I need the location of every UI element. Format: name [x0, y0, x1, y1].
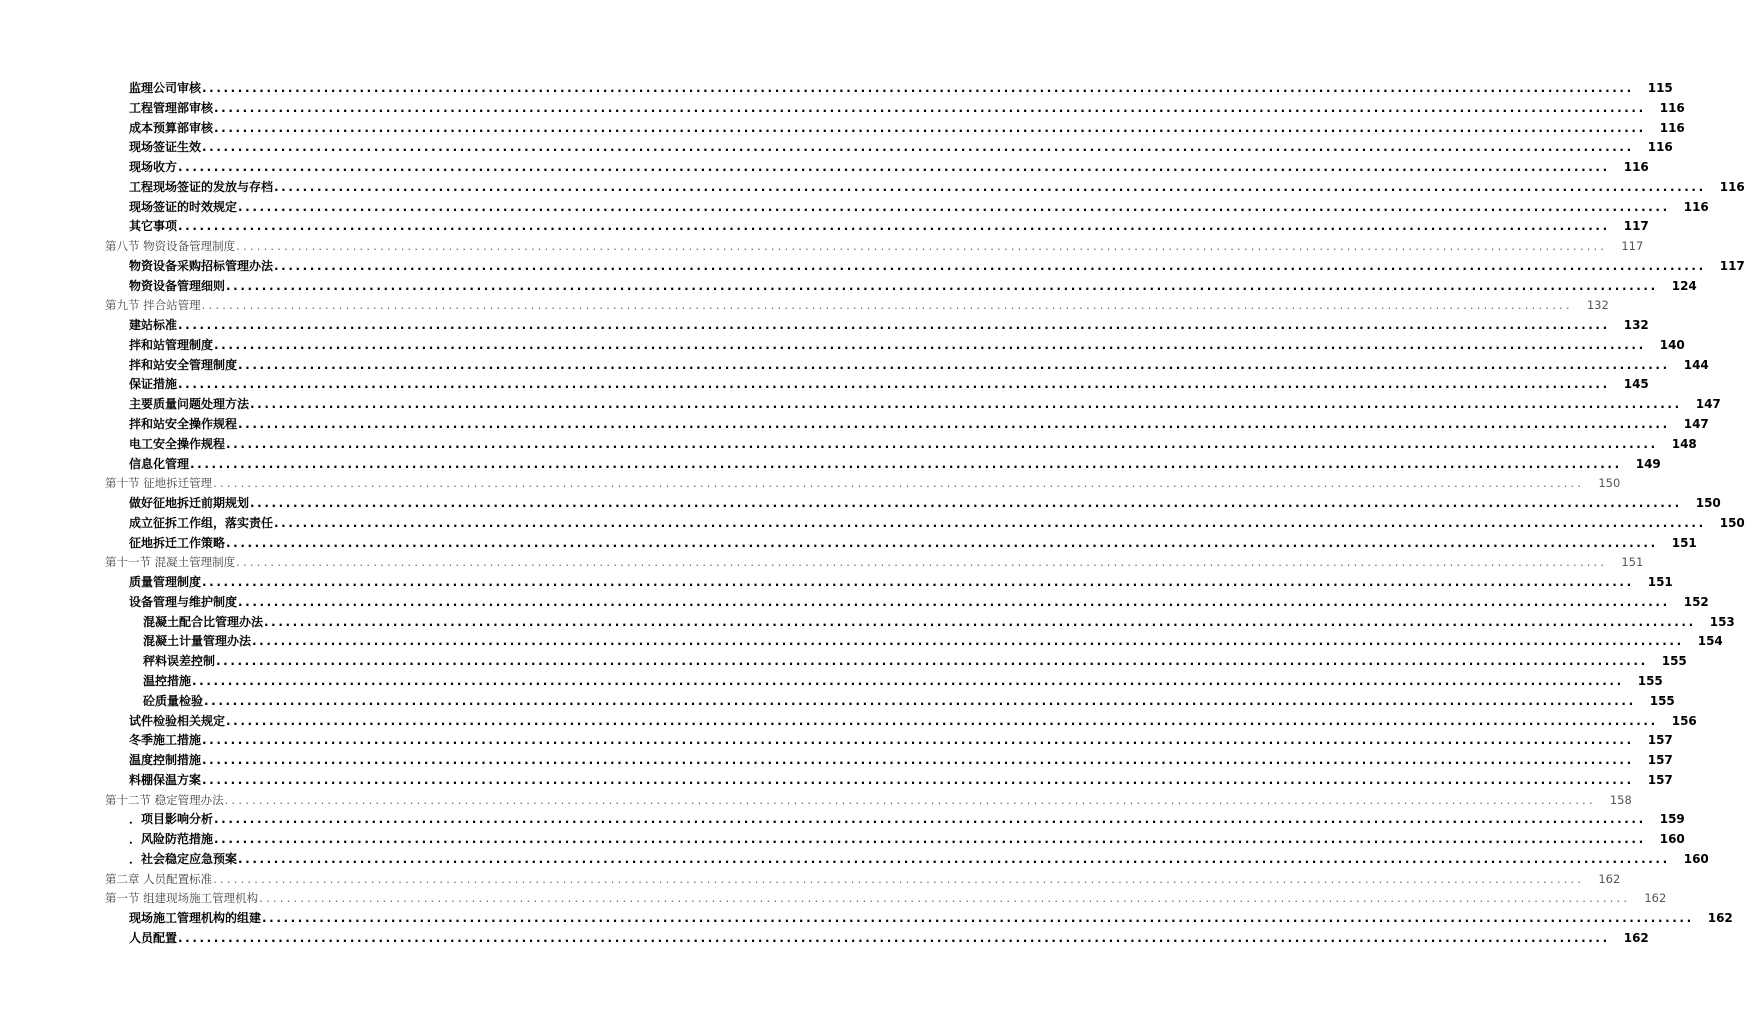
table-of-contents — [105, 79, 1745, 949]
toc-entry-title: 混凝土配合比管理办法 — [143, 614, 264, 629]
toc-entry-title: 冬季施工措施 — [129, 733, 202, 748]
toc-entry[interactable] — [105, 257, 1745, 277]
toc-entry[interactable] — [105, 178, 1745, 198]
toc-entry-page-number: 157 — [1647, 772, 1673, 787]
toc-entry-page-number: 116 — [1623, 160, 1649, 175]
toc-entry-page-number: 158 — [1609, 792, 1632, 807]
toc-entry-page-number: 160 — [1683, 851, 1709, 866]
toc-entry-page-number: 116 — [1659, 100, 1685, 115]
dot-leader: ........................................................................................................................................................................................................ — [274, 258, 1706, 273]
toc-entry[interactable] — [105, 692, 1675, 712]
toc-entry[interactable] — [105, 138, 1673, 158]
toc-entry[interactable] — [105, 830, 1685, 850]
toc-entry-title: 第二章 人员配置标准 — [105, 871, 213, 886]
toc-entry[interactable] — [105, 79, 1673, 99]
dot-leader: ........................................................................................................................................................................................................ — [178, 377, 1610, 392]
toc-entry-page-number: 116 — [1659, 120, 1685, 135]
toc-entry-title: 质量管理制度 — [129, 575, 202, 590]
toc-entry-title: 成立征拆工作组，落实责任 — [129, 515, 274, 530]
toc-entry-page-number: 115 — [1647, 81, 1673, 95]
toc-entry-page-number: 152 — [1683, 594, 1709, 609]
toc-entry-page-number: 157 — [1647, 753, 1673, 768]
toc-entry-page-number: 150 — [1719, 515, 1745, 530]
dot-leader: ........................................................................................................................................................................................................ — [202, 81, 1634, 95]
toc-entry-page-number: 147 — [1683, 417, 1709, 432]
toc-entry-title: 现场签证生效 — [129, 140, 202, 155]
dot-leader: ........................................................................................................................................................................................................ — [236, 239, 1608, 254]
toc-entry-title: 保证措施 — [129, 377, 178, 392]
toc-section-entry[interactable] — [105, 889, 1667, 909]
toc-entry-page-number: 154 — [1697, 634, 1723, 649]
toc-entry-title: ．社会稳定应急预案 — [129, 851, 238, 866]
dot-leader: ........................................................................................................................................................................................................ — [262, 911, 1694, 926]
toc-entry-title: 成本预算部审核 — [129, 120, 214, 135]
toc-entry[interactable] — [105, 99, 1685, 119]
dot-leader: ........................................................................................................................................................................................................ — [238, 417, 1670, 432]
toc-entry[interactable] — [105, 198, 1709, 218]
toc-entry-title: 温控措施 — [143, 673, 192, 688]
toc-entry[interactable] — [105, 336, 1685, 356]
toc-entry-title: 第一节 组建现场施工管理机构 — [105, 891, 259, 906]
dot-leader: ........................................................................................................................................................................................................ — [238, 851, 1670, 866]
toc-entry-page-number: 162 — [1623, 930, 1649, 945]
toc-entry-page-number: 149 — [1635, 456, 1661, 471]
toc-entry[interactable] — [105, 751, 1673, 771]
dot-leader: ........................................................................................................................................................................................................ — [252, 634, 1684, 649]
dot-leader: ........................................................................................................................................................................................................ — [202, 140, 1634, 155]
toc-entry-page-number: 117 — [1719, 258, 1745, 273]
dot-leader: ........................................................................................................................................................................................................ — [238, 357, 1670, 372]
toc-entry-page-number: 117 — [1621, 239, 1644, 254]
toc-entry-title: 物资设备管理细则 — [129, 278, 226, 293]
toc-entry[interactable] — [105, 929, 1649, 949]
dot-leader: ........................................................................................................................................................................................................ — [274, 515, 1706, 530]
toc-entry-page-number: 124 — [1671, 278, 1697, 293]
toc-entry-page-number: 151 — [1621, 555, 1644, 570]
toc-entry-title: 砼质量检验 — [143, 693, 204, 708]
toc-entry-title: 拌和站安全操作规程 — [129, 417, 238, 432]
toc-entry-title: 其它事项 — [129, 219, 178, 234]
toc-entry-title: 现场签证的时效规定 — [129, 199, 238, 214]
toc-entry[interactable] — [105, 356, 1709, 376]
toc-entry-title: ．项目影响分析 — [129, 812, 214, 827]
toc-entry[interactable] — [105, 712, 1697, 732]
toc-entry[interactable] — [105, 395, 1721, 415]
dot-leader: ........................................................................................................................................................................................................ — [192, 673, 1624, 688]
toc-entry-page-number: 151 — [1671, 535, 1697, 550]
toc-entry[interactable] — [105, 672, 1663, 692]
dot-leader: ........................................................................................................................................................................................................ — [264, 614, 1696, 629]
toc-entry-title: 试件检验相关规定 — [129, 713, 226, 728]
dot-leader: ........................................................................................................................................................................................................ — [202, 753, 1634, 768]
toc-entry-title: 混凝土计量管理办法 — [143, 634, 252, 649]
toc-entry-title: 第十节 征地拆迁管理 — [105, 476, 213, 491]
dot-leader: ........................................................................................................................................................................................................ — [178, 219, 1610, 234]
toc-entry-page-number: 132 — [1586, 298, 1609, 313]
dot-leader: ........................................................................................................................................................................................................ — [226, 278, 1658, 293]
toc-entry-page-number: 151 — [1647, 575, 1673, 590]
toc-entry[interactable] — [105, 158, 1649, 178]
toc-entry[interactable] — [105, 277, 1697, 297]
toc-entry[interactable] — [105, 593, 1709, 613]
toc-entry-title: 第十一节 混凝土管理制度 — [105, 555, 236, 570]
toc-entry-title: 拌和站管理制度 — [129, 337, 214, 352]
toc-entry-title: 第九节 拌合站管理 — [105, 298, 201, 313]
toc-entry-page-number: 159 — [1659, 812, 1685, 827]
toc-entry-title: 电工安全操作规程 — [129, 436, 226, 451]
toc-entry[interactable] — [105, 514, 1745, 534]
toc-entry[interactable] — [105, 632, 1723, 652]
toc-entry[interactable] — [105, 534, 1697, 554]
toc-entry-page-number: 145 — [1623, 377, 1649, 392]
toc-entry-page-number: 162 — [1707, 911, 1733, 926]
dot-leader: ........................................................................................................................................................................................................ — [236, 555, 1608, 570]
dot-leader: ........................................................................................................................................................................................................ — [214, 100, 1646, 115]
toc-entry-page-number: 116 — [1683, 199, 1709, 214]
toc-entry-page-number: 162 — [1598, 871, 1621, 886]
toc-entry[interactable] — [105, 731, 1673, 751]
toc-entry-page-number: 155 — [1637, 673, 1663, 688]
dot-leader: ........................................................................................................................................................................................................ — [250, 496, 1682, 511]
toc-section-entry[interactable] — [105, 791, 1632, 811]
dot-leader: ........................................................................................................................................................................................................ — [238, 594, 1670, 609]
toc-entry[interactable] — [105, 652, 1687, 672]
toc-entry[interactable] — [105, 119, 1685, 139]
toc-entry[interactable] — [105, 810, 1685, 830]
dot-leader: ........................................................................................................................................................................................................ — [224, 792, 1596, 807]
toc-entry-page-number: 155 — [1649, 693, 1675, 708]
toc-entry-title: 第十二节 稳定管理办法 — [105, 792, 224, 807]
toc-entry-title: 征地拆迁工作策略 — [129, 535, 226, 550]
toc-entry-title: 现场施工管理机构的组建 — [129, 911, 262, 926]
toc-entry-page-number: 132 — [1623, 318, 1649, 333]
toc-entry-title: 拌和站安全管理制度 — [129, 357, 238, 372]
dot-leader: ........................................................................................................................................................................................................ — [214, 120, 1646, 135]
dot-leader: ........................................................................................................................................................................................................ — [178, 930, 1610, 945]
toc-entry-page-number: 153 — [1709, 614, 1735, 629]
toc-entry-title: 人员配置 — [129, 930, 178, 945]
toc-entry-title: ．风险防范措施 — [129, 832, 214, 847]
dot-leader: ........................................................................................................................................................................................................ — [214, 812, 1646, 827]
toc-entry-title: 建站标准 — [129, 318, 178, 333]
toc-entry-title: 设备管理与维护制度 — [129, 594, 238, 609]
toc-entry-page-number: 150 — [1695, 496, 1721, 511]
dot-leader: ........................................................................................................................................................................................................ — [250, 397, 1682, 412]
toc-entry[interactable] — [105, 573, 1673, 593]
dot-leader: ........................................................................................................................................................................................................ — [214, 337, 1646, 352]
toc-entry[interactable] — [105, 435, 1697, 455]
toc-section-entry[interactable] — [105, 870, 1621, 890]
dot-leader: ........................................................................................................................................................................................................ — [190, 456, 1622, 471]
toc-entry-title: 物资设备采购招标管理办法 — [129, 258, 274, 273]
dot-leader: ........................................................................................................................................................................................................ — [259, 891, 1631, 906]
toc-entry-title: 工程现场签证的发放与存档 — [129, 179, 274, 194]
toc-section-entry[interactable] — [105, 237, 1644, 257]
toc-entry[interactable] — [105, 494, 1721, 514]
toc-entry-page-number: 147 — [1695, 397, 1721, 412]
toc-entry[interactable] — [105, 455, 1661, 475]
dot-leader: ........................................................................................................................................................................................................ — [178, 318, 1610, 333]
toc-entry-title: 料棚保温方案 — [129, 772, 202, 787]
toc-entry-page-number: 157 — [1647, 733, 1673, 748]
toc-entry-title: 信息化管理 — [129, 456, 190, 471]
toc-entry[interactable] — [105, 909, 1733, 929]
dot-leader: ........................................................................................................................................................................................................ — [178, 160, 1610, 175]
toc-section-entry[interactable] — [105, 553, 1644, 573]
toc-entry-title: 工程管理部审核 — [129, 100, 214, 115]
toc-entry-page-number: 140 — [1659, 337, 1685, 352]
toc-section-entry[interactable] — [105, 474, 1621, 494]
dot-leader: ........................................................................................................................................................................................................ — [226, 535, 1658, 550]
dot-leader: ........................................................................................................................................................................................................ — [226, 436, 1658, 451]
dot-leader: ........................................................................................................................................................................................................ — [274, 179, 1706, 194]
toc-entry-page-number: 117 — [1623, 219, 1649, 234]
toc-entry[interactable] — [105, 771, 1673, 791]
toc-entry-page-number: 144 — [1683, 357, 1709, 372]
toc-entry-page-number: 116 — [1647, 140, 1673, 155]
toc-section-entry[interactable] — [105, 296, 1609, 316]
dot-leader: ........................................................................................................................................................................................................ — [201, 298, 1573, 313]
dot-leader: ........................................................................................................................................................................................................ — [202, 575, 1634, 590]
toc-entry[interactable] — [105, 850, 1709, 870]
toc-entry[interactable] — [105, 375, 1649, 395]
toc-entry[interactable] — [105, 415, 1709, 435]
toc-entry-page-number: 156 — [1671, 713, 1697, 728]
toc-entry[interactable] — [105, 217, 1649, 237]
dot-leader: ........................................................................................................................................................................................................ — [214, 832, 1646, 847]
toc-entry[interactable] — [105, 316, 1649, 336]
toc-entry-page-number: 150 — [1598, 476, 1621, 491]
dot-leader: ........................................................................................................................................................................................................ — [204, 693, 1636, 708]
dot-leader: ........................................................................................................................................................................................................ — [213, 871, 1585, 886]
dot-leader: ........................................................................................................................................................................................................ — [238, 199, 1670, 214]
toc-entry-title: 做好征地拆迁前期规划 — [129, 496, 250, 511]
dot-leader: ........................................................................................................................................................................................................ — [202, 733, 1634, 748]
toc-entry-page-number: 148 — [1671, 436, 1697, 451]
toc-entry-title: 现场收方 — [129, 160, 178, 175]
toc-entry-title: 秤料误差控制 — [143, 654, 216, 669]
dot-leader: ........................................................................................................................................................................................................ — [202, 772, 1634, 787]
toc-entry-page-number: 162 — [1644, 891, 1667, 906]
toc-entry-title: 主要质量问题处理方法 — [129, 397, 250, 412]
dot-leader: ........................................................................................................................................................................................................ — [213, 476, 1585, 491]
toc-entry-page-number: 155 — [1661, 654, 1687, 669]
toc-entry-page-number: 116 — [1719, 179, 1745, 194]
toc-entry[interactable] — [105, 613, 1735, 633]
toc-entry-title: 监理公司审核 — [129, 81, 202, 95]
toc-entry-page-number: 160 — [1659, 832, 1685, 847]
toc-entry-title: 第八节 物资设备管理制度 — [105, 239, 236, 254]
dot-leader: ........................................................................................................................................................................................................ — [226, 713, 1658, 728]
dot-leader: ........................................................................................................................................................................................................ — [216, 654, 1648, 669]
toc-entry-title: 温度控制措施 — [129, 753, 202, 768]
